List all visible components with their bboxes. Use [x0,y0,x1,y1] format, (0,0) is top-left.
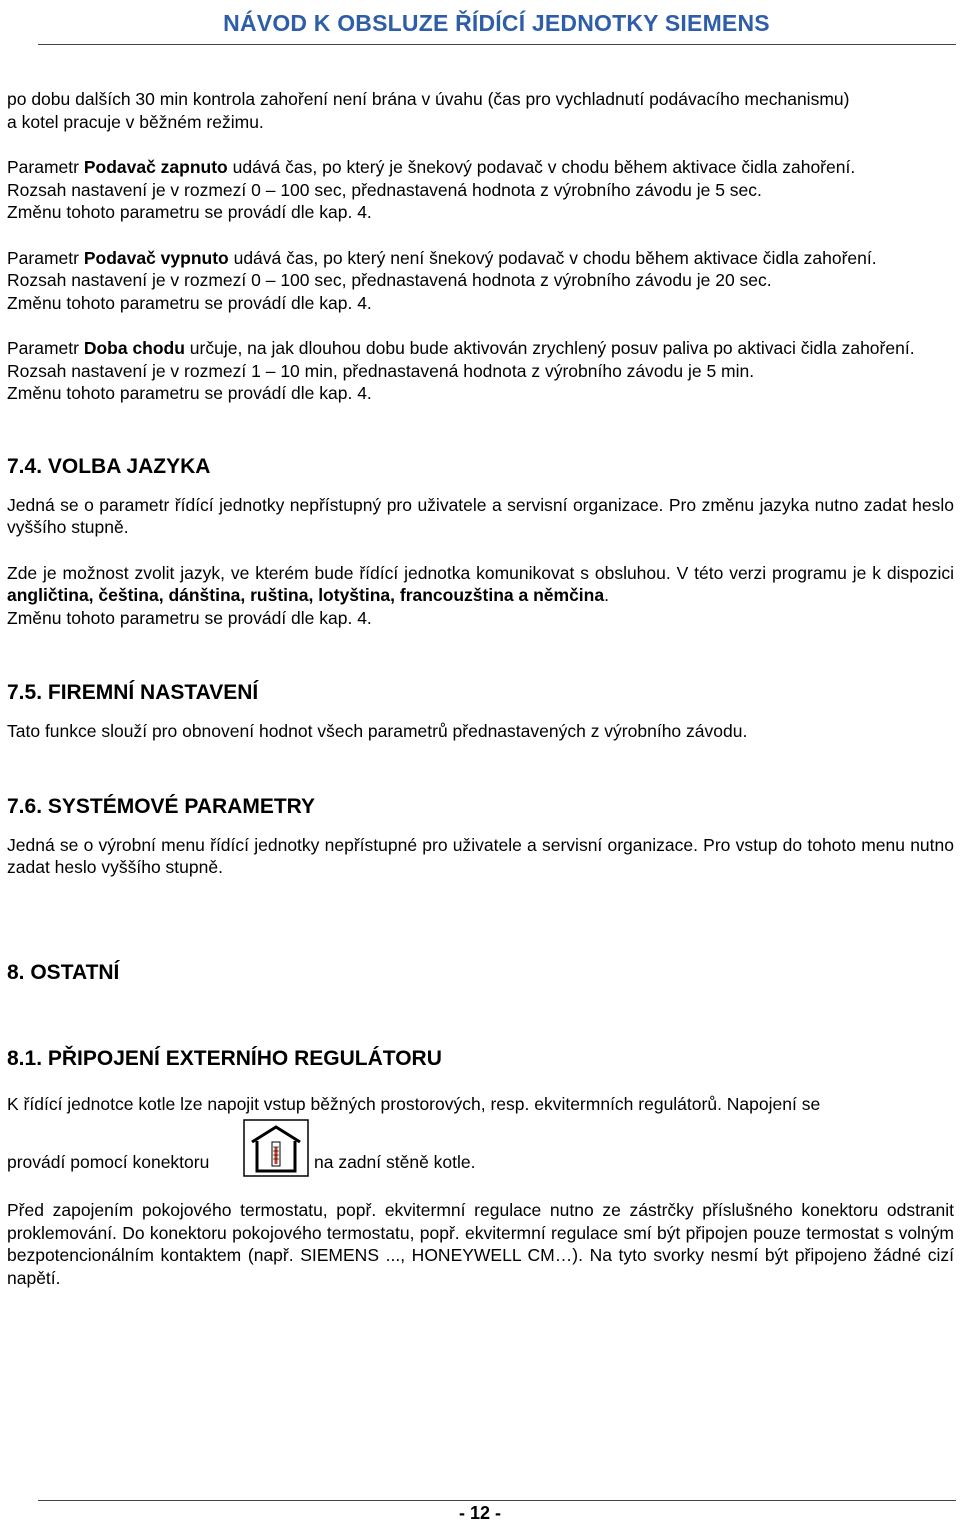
document-header-title: NÁVOD K OBSLUZE ŘÍDÍCÍ JEDNOTKY SIEMENS [223,10,770,36]
section-8-1-paragraph-1: K řídící jednotce kotle lze napojit vstup běžných prostorových, resp. ekvitermních regulátorů. Napojení se [7,1093,821,1114]
section-8-1-paragraph-2: Před zapojením pokojového termostatu, popř. ekvitermní regulace nutno ze zástrčky příslušného konektoru odstranit proklemování. Do konektoru pokojového termostatu, popř. ekvitermní regulace smí být připojen pouze termostat s volným bezpotencionálním kontaktem (např. SIEMENS ..., HONEYWELL CM…). Na tyto svorky nesmí být připojeno žádné cizí napětí. [7,1200,954,1288]
podavac-zapnuto-description: Parametr Podavač zapnuto udává čas, po který je šnekový podavač v chodu během aktivace čidla zahoření. [7,157,856,177]
podavac-zapnuto-range: Rozsah nastavení je v rozmezí 0 – 100 sec, přednastavená hodnota z výrobního závodu je 5 sec. [7,179,762,200]
doba-chodu-change: Změnu tohoto parametru se provádí dle kap. 4. [7,383,372,403]
house-thermometer-icon [243,1119,309,1177]
parameter-name: Podavač vypnuto [83,247,229,268]
section-heading-7-4: 7.4. VOLBA JAZYKA [7,454,211,478]
doba-chodu-description: Parametr Doba chodu určuje, na jak dlouhou dobu bude aktivován zrychlený posuv paliva po aktivaci čidla zahoření. [7,338,915,358]
parameter-name: Podavač zapnuto [83,157,228,177]
intro-line-2: a kotel pracuje v běžném režimu. [7,111,264,132]
intro-line-1: po dobu dalších 30 min kontrola zahoření není brána v úvahu (čas pro vychladnutí podávacího mechanismu) [7,89,850,109]
section-7-4-paragraph-2: Zde je možnost zvolit jazyk, ve kterém bude řídící jednotka komunikovat s obsluhou. V této verzi programu je k dispozici angličtina, čeština, dánština, ruština, lotyština, francouzština a němčina. [7,562,954,605]
section-heading-7-6: 7.6. SYSTÉMOVÉ PARAMETRY [7,794,316,818]
language-list: angličtina, čeština, dánština, ruština, lotyština, francouzština a němčina [7,585,605,605]
footer-divider [38,1500,956,1501]
connector-text-after: na zadní stěně kotle. [314,1152,476,1172]
connector-line [7,1119,954,1177]
podavac-vypnuto-description: Parametr Podavač vypnuto udává čas, po který není šnekový podavač v chodu během aktivace čidla zahoření. [7,247,877,268]
section-heading-8: 8. OSTATNÍ [7,960,120,984]
section-7-4-change: Změnu tohoto parametru se provádí dle kap. 4. [7,607,372,628]
podavac-vypnuto-range: Rozsah nastavení je v rozmezí 0 – 100 sec, přednastavená hodnota z výrobního závodu je 20 sec. [7,270,772,290]
podavac-vypnuto-change: Změnu tohoto parametru se provádí dle kap. 4. [7,292,372,313]
page-number: - 12 - [458,1503,501,1523]
doba-chodu-range: Rozsah nastavení je v rozmezí 1 – 10 min, přednastavená hodnota z výrobního závodu je 5 min. [7,360,755,381]
podavac-zapnuto-change: Změnu tohoto parametru se provádí dle kap. 4. [7,202,372,222]
header-divider [38,44,956,45]
section-7-6-paragraph: Jedná se o výrobní menu řídící jednotky nepřístupné pro uživatele a servisní organizace. Pro vstup do tohoto menu nutno zadat heslo vyššího stupně. [7,834,954,877]
document-body [7,88,954,1289]
connector-text-before: provádí pomocí konektoru [7,1152,210,1172]
section-7-4-paragraph-1: Jedná se o parametr řídící jednotky nepřístupný pro uživatele a servisní organizace. Pro změnu jazyka nutno zadat heslo vyššího stupně. [7,494,954,537]
section-7-5-paragraph: Tato funkce slouží pro obnovení hodnot všech parametrů přednastavených z výrobního závodu. [7,721,748,741]
section-heading-8-1: 8.1. PŘIPOJENÍ EXTERNÍHO REGULÁTORU [7,1046,442,1070]
section-heading-7-5: 7.5. FIREMNÍ NASTAVENÍ [7,681,259,704]
parameter-name: Doba chodu [83,338,185,358]
